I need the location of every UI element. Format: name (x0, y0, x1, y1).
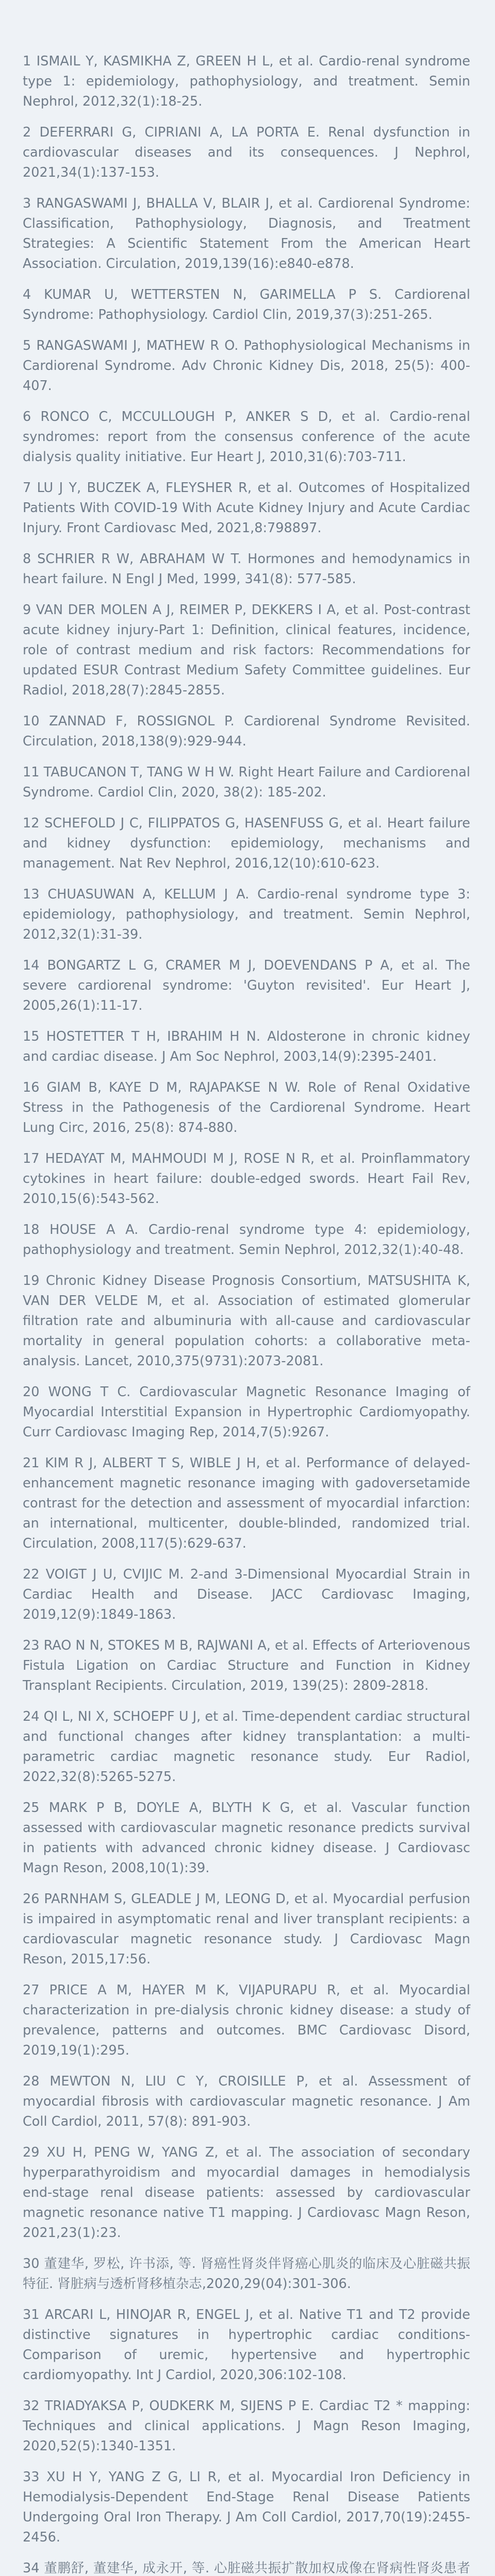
reference-item: 9 VAN DER MOLEN A J, REIMER P, DEKKERS I A, et al. Post-contrast acute kidney injury-Part 1: Definition, clinical features, incidence, role of contrast medium and risk factors: Recommendations for updated ESUR Contrast Medium Safety Committee guidelines. Eur Radiol, 2018,28(7):2845-2855. (23, 602, 470, 698)
reference-item: 4 KUMAR U, WETTERSTEN N, GARIMELLA P S. Cardiorenal Syndrome: Pathophysiology. Cardiol Clin, 2019,37(3):251-265. (23, 287, 470, 323)
reference-item: 19 Chronic Kidney Disease Prognosis Consortium, MATSUSHITA K, VAN DER VELDE M, et al. Association of estimated glomerular filtration rate and albuminuria with all-cause and cardiovascular mortality in general population cohorts: a collaborative meta-analysis. Lancet, 2010,375(9731):2073-2081. (23, 1273, 470, 1369)
reference-item: 7 LU J Y, BUCZEK A, FLEYSHER R, et al. Outcomes of Hospitalized Patients With COVID-19 With Acute Kidney Injury and Acute Cardiac Injury. Front Cardiovasc Med, 2021,8:798897. (23, 480, 470, 536)
reference-item: 2 DEFERRARI G, CIPRIANI A, LA PORTA E. Renal dysfunction in cardiovascular diseases and its consequences. J Nephrol, 2021,34(1):137-153. (23, 125, 470, 180)
reference-item: 26 PARNHAM S, GLEADLE J M, LEONG D, et al. Myocardial perfusion is impaired in asymptomatic renal and liver transplant recipients: a cardiovascular magnetic resonance study. J Cardiovasc Magn Reson, 2015,17:56. (23, 1891, 470, 1967)
reference-item: 17 HEDAYAT M, MAHMOUDI M J, ROSE N R, et al. Proinflammatory cytokines in heart failure: double-edged swords. Heart Fail Rev, 2010,15(6):543-562. (23, 1151, 470, 1207)
reference-item: 21 KIM R J, ALBERT T S, WIBLE J H, et al. Performance of delayed-enhancement magnetic resonance imaging with gadoversetamide contrast for the detection and assessment of myocardial infarction: an international, multicenter, double-blinded, randomized trial. Circulation, 2008,117(5):629-637. (23, 1455, 470, 1551)
reference-item: 3 RANGASWAMI J, BHALLA V, BLAIR J, et al. Cardiorenal Syndrome: Classification, Pathophysiology, Diagnosis, and Treatment Strategies: A Scientific Statement From the American Heart Association. Circulation, 2019,139(16):e840-e878. (23, 196, 470, 272)
reference-item: 10 ZANNAD F, ROSSIGNOL P. Cardiorenal Syndrome Revisited. Circulation, 2018,138(9):929-944. (23, 714, 470, 749)
reference-item: 15 HOSTETTER T H, IBRAHIM H N. Aldosterone in chronic kidney and cardiac disease. J Am Soc Nephrol, 2003,14(9):2395-2401. (23, 1029, 470, 1064)
reference-item: 5 RANGASWAMI J, MATHEW R O. Pathophysiological Mechanisms in Cardiorenal Syndrome. Adv Chronic Kidney Dis, 2018, 25(5): 400-407. (23, 338, 470, 394)
reference-item: 33 XU H Y, YANG Z G, LI R, et al. Myocardial Iron Deficiency in Hemodialysis-Dependent End-Stage Renal Disease Patients Undergoing Oral Iron Therapy. J Am Coll Cardiol, 2017,70(19):2455-2456. (23, 2469, 470, 2545)
reference-item: 24 QI L, NI X, SCHOEPF U J, et al. Time-dependent cardiac structural and functional changes after kidney transplantation: a multi-parametric cardiac magnetic resonance study. Eur Radiol, 2022,32(8):5265-5275. (23, 1709, 470, 1785)
reference-item: 12 SCHEFOLD J C, FILIPPATOS G, HASENFUSS G, et al. Heart failure and kidney dysfunction: epidemiology, mechanisms and management. Nat Rev Nephrol, 2016,12(10):610-623. (23, 816, 470, 871)
reference-item: 28 MEWTON N, LIU C Y, CROISILLE P, et al. Assessment of myocardial fibrosis with cardiovascular magnetic resonance. J Am Coll Cardiol, 2011, 57(8): 891-903. (23, 2074, 470, 2129)
reference-item: 32 TRIADYAKSA P, OUDKERK M, SIJENS P E. Cardiac T2 * mapping: Techniques and clinical applications. J Magn Reson Imaging, 2020,52(5):1340-1351. (23, 2398, 470, 2454)
reference-item: 1 ISMAIL Y, KASMIKHA Z, GREEN H L, et al. Cardio-renal syndrome type 1: epidemiology, pathophysiology, and treatment. Semin Nephrol, 2012,32(1):18-25. (23, 54, 470, 109)
reference-item: 34 董鹏舒, 董建华, 成永开, 等. 心脏磁共振扩散加权成像在肾病性肾炎患者 (23, 2561, 470, 2576)
reference-item: 16 GIAM B, KAYE D M, RAJAPAKSE N W. Role of Renal Oxidative Stress in the Pathogenesis of the Cardiorenal Syndrome. Heart Lung Circ, 2016, 25(8): 874-880. (23, 1080, 470, 1136)
reference-item: 25 MARK P B, DOYLE A, BLYTH K G, et al. Vascular function assessed with cardiovascular magnetic resonance predicts survival in patients with advanced chronic kidney disease. J Cardiovasc Magn Reson, 2008,10(1):39. (23, 1800, 470, 1876)
reference-list (23, 52, 470, 2576)
reference-item: 30 董建华, 罗松, 许书添, 等. 肾癌性肾炎伴肾癌心肌炎的临床及心脏磁共振特征. 肾脏病与透析肾移植杂志,2020,29(04):301-306. (23, 2256, 470, 2292)
reference-item: 29 XU H, PENG W, YANG Z, et al. The association of secondary hyperparathyroidism and myocardial damages in hemodialysis end-stage renal disease patients: assessed by cardiovascular magnetic resonance native T1 mapping. J Cardiovasc Magn Reson, 2021,23(1):23. (23, 2145, 470, 2241)
reference-item: 18 HOUSE A A. Cardio-renal syndrome type 4: epidemiology, pathophysiology and treatment. Semin Nephrol, 2012,32(1):40-48. (23, 1222, 470, 1258)
reference-item: 11 TABUCANON T, TANG W H W. Right Heart Failure and Cardiorenal Syndrome. Cardiol Clin, 2020, 38(2): 185-202. (23, 765, 470, 800)
reference-item: 31 ARCARI L, HINOJAR R, ENGEL J, et al. Native T1 and T2 provide distinctive signatures in hypertrophic cardiac conditions-Comparison of uremic, hypertensive and hypertrophic cardiomyopathy. Int J Cardiol, 2020,306:102-108. (23, 2307, 470, 2383)
reference-item: 14 BONGARTZ L G, CRAMER M J, DOEVENDANS P A, et al. The severe cardiorenal syndrome: 'Guyton revisited'. Eur Heart J, 2005,26(1):11-17. (23, 958, 470, 1013)
reference-item: 8 SCHRIER R W, ABRAHAM W T. Hormones and hemodynamics in heart failure. N Engl J Med, 1999, 341(8): 577-585. (23, 551, 470, 587)
reference-item: 22 VOIGT J U, CVIJIC M. 2-and 3-Dimensional Myocardial Strain in Cardiac Health and Disease. JACC Cardiovasc Imaging, 2019,12(9):1849-1863. (23, 1567, 470, 1622)
reference-item: 27 PRICE A M, HAYER M K, VIJAPURAPU R, et al. Myocardial characterization in pre-dialysis chronic kidney disease: a study of prevalence, patterns and outcomes. BMC Cardiovasc Disord, 2019,19(1):295. (23, 1982, 470, 2058)
reference-item: 23 RAO N N, STOKES M B, RAJWANI A, et al. Effects of Arteriovenous Fistula Ligation on Cardiac Structure and Function in Kidney Transplant Recipients. Circulation, 2019, 139(25): 2809-2818. (23, 1638, 470, 1693)
reference-item: 20 WONG T C. Cardiovascular Magnetic Resonance Imaging of Myocardial Interstitial Expansion in Hypertrophic Cardiomyopathy. Curr Cardiovasc Imaging Rep, 2014,7(5):9267. (23, 1384, 470, 1440)
reference-item: 6 RONCO C, MCCULLOUGH P, ANKER S D, et al. Cardio-renal syndromes: report from the consensus conference of the acute dialysis quality initiative. Eur Heart J, 2010,31(6):703-711. (23, 409, 470, 465)
reference-item: 13 CHUASUWAN A, KELLUM J A. Cardio-renal syndrome type 3: epidemiology, pathophysiology, and treatment. Semin Nephrol, 2012,32(1):31-39. (23, 887, 470, 942)
